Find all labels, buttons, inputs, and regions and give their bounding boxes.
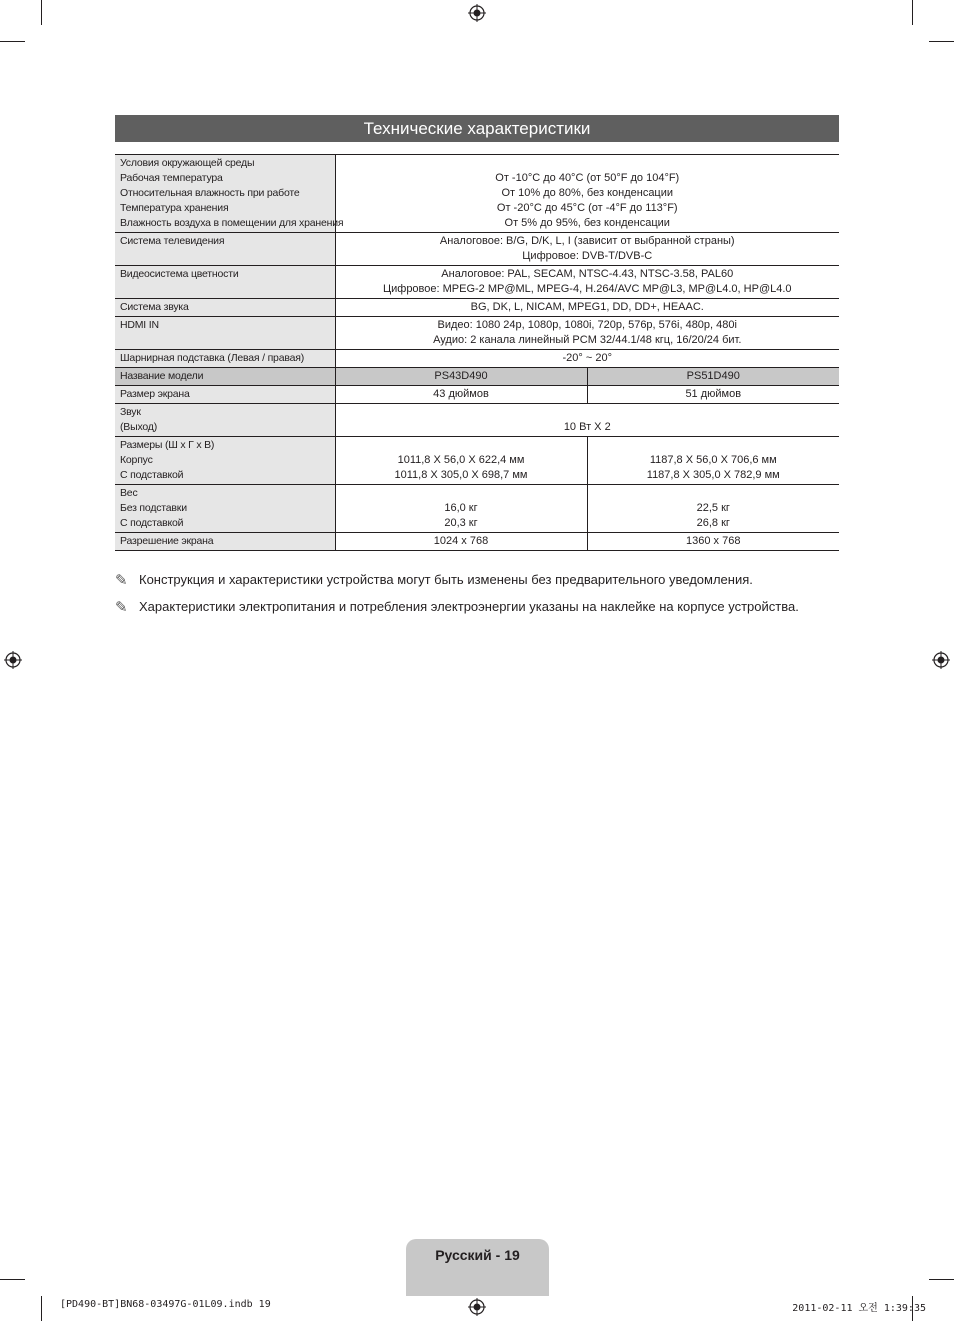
crop-mark [929, 1279, 954, 1280]
registration-mark-icon [468, 4, 486, 22]
row-label: Размеры (Ш x Г x В) Корпус С подставкой [115, 437, 335, 485]
table-row [115, 350, 839, 368]
row-label: Разрешение экрана [115, 533, 335, 551]
table-row [115, 533, 839, 551]
table-row [115, 317, 839, 350]
notes [115, 566, 839, 620]
row-value: 16,0 кг 20,3 кг [335, 485, 587, 533]
model-name: PS51D490 [587, 368, 839, 386]
note-text: Характеристики электропитания и потребления электроэнергии указаны на наклейке на корпусе устройства. [139, 599, 799, 614]
row-label: Шарнирная подставка (Левая / правая) [115, 350, 335, 368]
page-number-tab: Русский - 19 [406, 1239, 549, 1296]
row-value: 10 Вт X 2 [335, 404, 839, 437]
model-name: PS43D490 [335, 368, 587, 386]
table-row [115, 386, 839, 404]
row-label: Звук (Выход) [115, 404, 335, 437]
table-row [115, 266, 839, 299]
row-label: Система звука [115, 299, 335, 317]
row-label: HDMI IN [115, 317, 335, 350]
crop-mark [929, 41, 954, 42]
note-text: Конструкция и характеристики устройства могут быть изменены без предварительного уведомления. [139, 572, 753, 587]
row-value: 1360 x 768 [587, 533, 839, 551]
row-value: Аналоговое: PAL, SECAM, NTSC-4.43, NTSC-3.58, PAL60 Цифровое: MPEG-2 MP@ML, MPEG-4, H.264/AVC MP@L3, MP@L4.0, HP@L4.0 [335, 266, 839, 299]
row-label: Условия окружающей среды Рабочая температура Относительная влажность при работе Температура хранения Влажность воздуха в помещении для хранения [115, 155, 335, 233]
table-row [115, 404, 839, 437]
row-value: BG, DK, L, NICAM, MPEG1, DD, DD+, HEAAC. [335, 299, 839, 317]
row-label: Система телевидения [115, 233, 335, 266]
registration-mark-icon [468, 1298, 486, 1316]
row-label: Размер экрана [115, 386, 335, 404]
crop-mark [41, 1296, 42, 1321]
note-pencil-icon: ✎ [115, 571, 128, 589]
note-item [115, 566, 839, 593]
model-header-row [115, 368, 839, 386]
row-value: 1187,8 X 56,0 X 706,6 мм 1187,8 X 305,0 X 782,9 мм [587, 437, 839, 485]
crop-mark [912, 0, 913, 25]
row-label: Название модели [115, 368, 335, 386]
crop-mark [0, 41, 25, 42]
row-label: Видеосистема цветности [115, 266, 335, 299]
row-value: -20° ~ 20° [335, 350, 839, 368]
row-value: Аналоговое: B/G, D/K, L, I (зависит от выбранной страны) Цифровое: DVB-T/DVB-C [335, 233, 839, 266]
row-value: От -10°C до 40°C (от 50°F до 104°F) От 10% до 80%, без конденсации От -20°C до 45°C (от -4°F до 113°F) От 5% до 95%, без конденсации [335, 155, 839, 233]
section-title: Технические характеристики [115, 115, 839, 142]
table-row [115, 155, 839, 233]
crop-mark [0, 1279, 25, 1280]
row-label: Вес Без подставки С подставкой [115, 485, 335, 533]
row-value: Видео: 1080 24p, 1080p, 1080i, 720p, 576p, 576i, 480p, 480i Аудио: 2 канала линейный PCM 32/44.1/48 кгц, 16/20/24 бит. [335, 317, 839, 350]
row-value: 22,5 кг 26,8 кг [587, 485, 839, 533]
registration-mark-icon [932, 651, 950, 669]
registration-mark-icon [4, 651, 22, 669]
table-row [115, 437, 839, 485]
note-pencil-icon: ✎ [115, 598, 128, 616]
row-value: 43 дюймов [335, 386, 587, 404]
crop-mark [41, 0, 42, 25]
note-item [115, 593, 839, 620]
spec-table [115, 154, 839, 551]
print-slug-right: 2011-02-11 오전 1:39:35 [792, 1303, 926, 1314]
row-value: 1011,8 X 56,0 X 622,4 мм 1011,8 X 305,0 X 698,7 мм [335, 437, 587, 485]
row-value: 1024 x 768 [335, 533, 587, 551]
print-slug-left: [PD490-BT]BN68-03497G-01L09.indb 19 [60, 1299, 271, 1310]
table-row [115, 299, 839, 317]
row-value: 51 дюймов [587, 386, 839, 404]
table-row [115, 485, 839, 533]
table-row [115, 233, 839, 266]
